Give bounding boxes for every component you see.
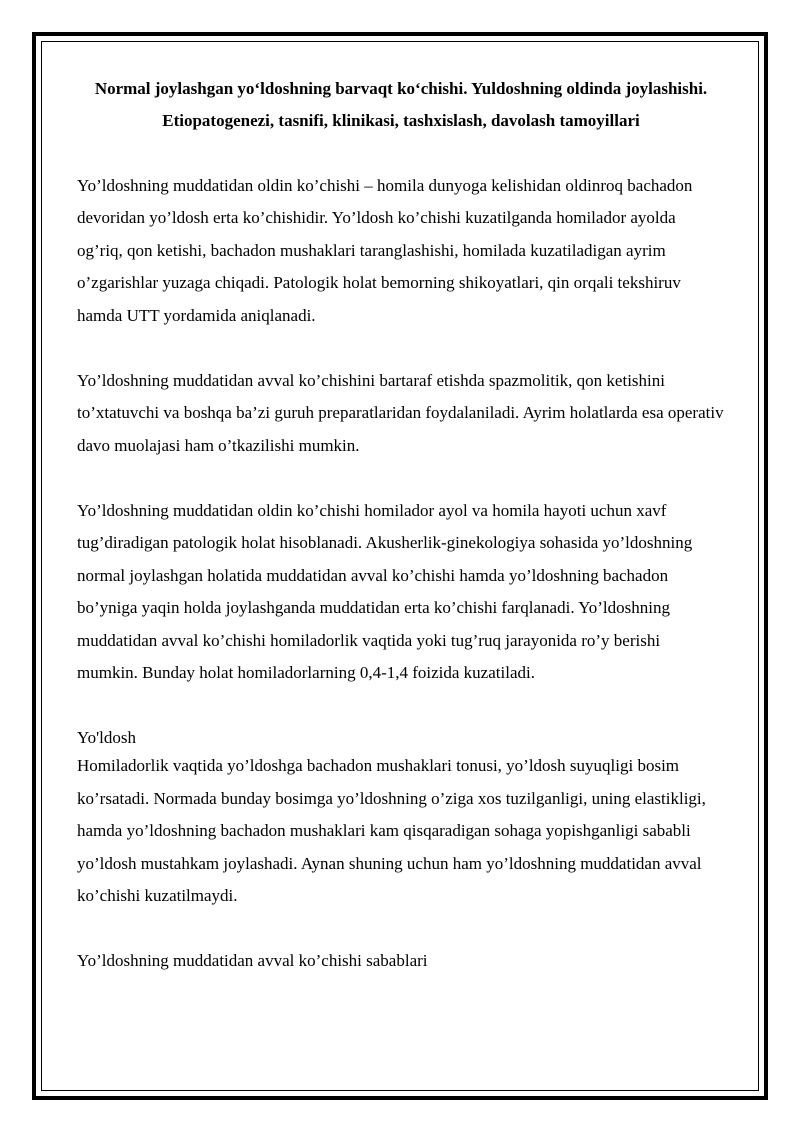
- spacer: [77, 332, 725, 365]
- paragraph-4: Homiladorlik vaqtida yo’ldoshga bachadon mushaklari tonusi, yo’ldosh suyuqligi bosim ko’rsatadi. Normada bunday bosimga yo’ldoshning o’ziga xos tuzilganligi, uning elastikligi, hamda yo’ldoshning bachadon mushaklari kam qisqaradigan sohaga yopishganligi sababli yo’ldosh mustahkam joylashadi. Aynan shuning uchun ham yo’ldoshning muddatidan avval ko’chishi kuzatilmaydi.: [77, 756, 706, 905]
- paragraph-3: Yo’ldoshning muddatidan oldin ko’chishi homilador ayol va homila hayoti uchun xavf tug’diradigan patologik holat hisoblanadi. Akusherlik-ginekologiya sohasida yo’ldoshning normal joylashgan holatida muddatidan avval ko’chishi hamda yo’ldoshning bachadon bo’yniga yaqin holda joylashganda muddatidan erta ko’chishi farqlanadi. Yo’ldoshning muddatidan avval ko’chishi homiladorlik vaqtida yoki tug’ruq jarayonida ro’y berishi mumkin. Bunday holat homiladorlarning 0,4-1,4 foizida kuzatiladi.: [77, 500, 693, 682]
- paragraph-1: Yo’ldoshning muddatidan oldin ko’chishi – homila dunyoga kelishidan oldinroq bachadon devoridan yo’ldosh erta ko’chishidir. Yo’ldosh ko’chishi kuzatilganda homilador ayolda og’riq, qon ketishi, bachadon mushaklari taranglashishi, homilada kuzatiladigan ayrim o’zgarishlar yuzaga chiqadi. Patologik holat bemorning shikoyatlari, qin orqali tekshiruv hamda UTT yordamida aniqlanadi.: [77, 175, 693, 325]
- spacer: [77, 137, 725, 170]
- document-body: [77, 73, 725, 978]
- section-label: Yo'ldosh: [77, 728, 136, 747]
- spacer: [77, 462, 725, 495]
- paragraph-2: Yo’ldoshning muddatidan avval ko’chishini bartaraf etishda spazmolitik, qon ketishini to’xtatuvchi va boshqa ba’zi guruh preparatlaridan foydalaniladi. Ayrim holatlarda esa operativ davo muolajasi ham o’tkazilishi mumkin.: [77, 370, 724, 455]
- spacer: [77, 690, 725, 723]
- spacer: [77, 913, 725, 946]
- document-title: Normal joylashgan yo‘ldoshning barvaqt ko‘chishi. Yuldoshning oldinda joylashishi. Etiopatogenezi, tasnifi, klinikasi, tashxislash, davolash tamoyillari: [94, 79, 708, 130]
- closing-heading: Yo’ldoshning muddatidan avval ko’chishi sabablari: [77, 951, 428, 970]
